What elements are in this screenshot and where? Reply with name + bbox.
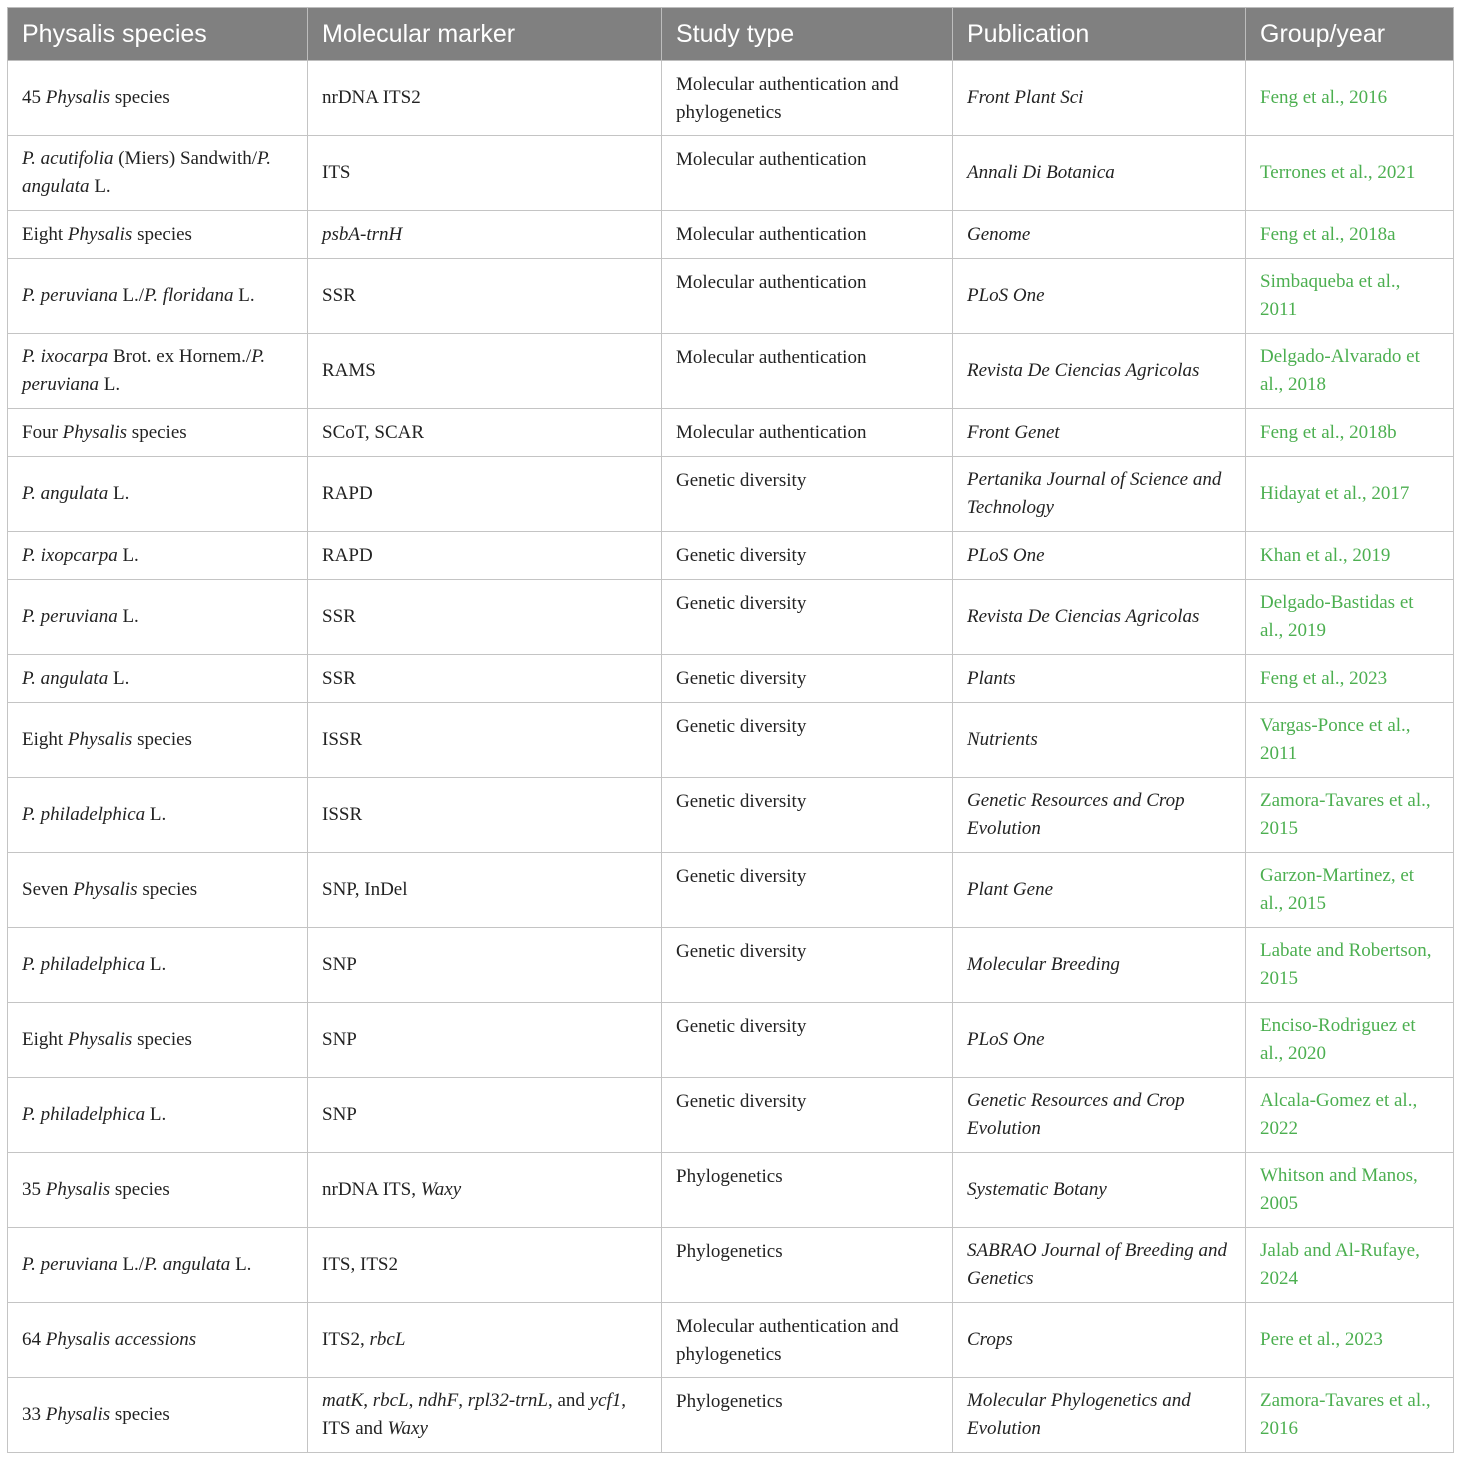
table-row xyxy=(8,136,1454,211)
species-cell-text: P. ixopcarpa xyxy=(22,544,118,566)
reference-link[interactable]: Labate and Robertson, 2015 xyxy=(1246,928,1454,1003)
study-type-cell: Molecular authentication xyxy=(662,259,953,334)
species-cell-text: Four xyxy=(22,421,63,443)
publication-cell: Genetic Resources and Crop Evolution xyxy=(953,1078,1246,1153)
species-cell xyxy=(8,1303,308,1378)
study-type-cell: Genetic diversity xyxy=(662,655,953,703)
marker-cell xyxy=(308,1003,662,1078)
species-cell-text: Physalis xyxy=(45,87,111,108)
study-type-cell: Genetic diversity xyxy=(662,853,953,928)
reference-link[interactable]: Feng et al., 2016 xyxy=(1246,61,1454,136)
marker-cell xyxy=(308,259,662,334)
marker-cell xyxy=(308,1378,662,1453)
species-cell-text: P. angulata xyxy=(22,148,271,197)
marker-cell xyxy=(308,1153,662,1228)
marker-cell-text: psbA-trnH xyxy=(322,223,403,245)
study-type-cell: Molecular authentication and phylogenetics xyxy=(662,61,953,136)
marker-cell-text: RAMS xyxy=(322,360,376,381)
publication-cell: Pertanika Journal of Science and Technology xyxy=(953,457,1246,532)
marker-cell-text: , and xyxy=(547,1390,590,1411)
marker-cell xyxy=(308,928,662,1003)
table-row xyxy=(8,853,1454,928)
marker-cell-text: SNP, InDel xyxy=(322,879,408,900)
species-cell xyxy=(8,457,308,532)
table-row xyxy=(8,655,1454,703)
marker-cell xyxy=(308,211,662,259)
marker-cell-text: , xyxy=(363,1390,373,1411)
species-cell xyxy=(8,532,308,580)
publication-cell: PLoS One xyxy=(953,259,1246,334)
publication-cell: Molecular Breeding xyxy=(953,928,1246,1003)
study-type-cell: Molecular authentication and phylogenetics xyxy=(662,1303,953,1378)
species-cell-text: L. xyxy=(89,176,111,197)
species-cell-text: L. xyxy=(145,1104,167,1125)
species-cell-text: Physalis xyxy=(45,1179,111,1200)
species-cell-text: L. xyxy=(99,374,121,395)
marker-cell-text: nrDNA ITS, xyxy=(322,1179,421,1200)
reference-link[interactable]: Zamora-Tavares et al., 2015 xyxy=(1246,778,1454,853)
species-cell-text: species xyxy=(127,421,187,443)
species-cell-text: P. peruviana xyxy=(22,606,118,627)
marker-cell-text: Waxy xyxy=(387,1418,428,1439)
species-cell-text: P. peruviana xyxy=(22,1254,118,1275)
species-cell-text: (Miers) Sandwith/ xyxy=(113,148,258,169)
marker-cell xyxy=(308,853,662,928)
marker-cell xyxy=(308,580,662,655)
marker-cell-text: rpl32-trnL xyxy=(467,1390,548,1411)
publication-cell: Plant Gene xyxy=(953,853,1246,928)
table-row xyxy=(8,1228,1454,1303)
species-cell-text: species xyxy=(132,1029,192,1050)
marker-cell-text: , ITS and xyxy=(322,1390,627,1439)
species-cell xyxy=(8,1078,308,1153)
species-cell-text: 45 xyxy=(22,87,46,108)
species-cell-text: Physalis xyxy=(45,1404,111,1425)
table-row xyxy=(8,1378,1454,1453)
species-cell xyxy=(8,334,308,409)
species-cell-text: Seven xyxy=(22,879,74,900)
reference-link[interactable]: Alcala-Gomez et al., 2022 xyxy=(1246,1078,1454,1153)
species-cell xyxy=(8,1153,308,1228)
species-cell xyxy=(8,1378,308,1453)
species-cell-text: species xyxy=(132,729,192,750)
table-row xyxy=(8,1153,1454,1228)
study-type-cell: Molecular authentication xyxy=(662,136,953,211)
species-cell-text: L. xyxy=(108,667,130,689)
reference-link[interactable]: Delgado-Bastidas et al., 2019 xyxy=(1246,580,1454,655)
species-cell xyxy=(8,1003,308,1078)
publication-cell: Genome xyxy=(953,211,1246,259)
species-cell xyxy=(8,409,308,457)
study-type-cell: Phylogenetics xyxy=(662,1228,953,1303)
species-cell-text: Physalis xyxy=(62,421,128,443)
species-cell-text: L. xyxy=(117,606,139,627)
marker-cell-text: ITS xyxy=(322,162,351,183)
study-type-cell: Genetic diversity xyxy=(662,532,953,580)
marker-cell-text: rbcL xyxy=(372,1390,409,1411)
marker-cell-text: RAPD xyxy=(322,544,373,566)
study-type-cell: Molecular authentication xyxy=(662,334,953,409)
marker-cell xyxy=(308,532,662,580)
species-cell xyxy=(8,580,308,655)
marker-cell xyxy=(308,136,662,211)
species-cell-text: Eight xyxy=(22,729,68,750)
species-cell xyxy=(8,655,308,703)
marker-cell-text: Waxy xyxy=(420,1179,462,1200)
table-row xyxy=(8,334,1454,409)
publication-cell: Crops xyxy=(953,1303,1246,1378)
species-cell xyxy=(8,61,308,136)
header-group-year: Group/year xyxy=(1246,8,1454,61)
study-type-cell: Genetic diversity xyxy=(662,1078,953,1153)
table-row xyxy=(8,928,1454,1003)
marker-cell-text: , xyxy=(458,1390,468,1411)
publication-cell: Front Genet xyxy=(953,409,1246,457)
species-cell-text: 33 xyxy=(22,1404,46,1425)
study-type-cell: Genetic diversity xyxy=(662,1003,953,1078)
marker-cell xyxy=(308,334,662,409)
table-row xyxy=(8,259,1454,334)
publication-cell: Revista De Ciencias Agricolas xyxy=(953,334,1246,409)
marker-cell-text: SNP xyxy=(322,1029,357,1050)
species-cell-text: L. xyxy=(145,804,167,825)
species-cell-text: Physalis xyxy=(73,879,138,900)
species-cell xyxy=(8,211,308,259)
marker-cell-text: ndhF xyxy=(418,1390,459,1411)
species-cell xyxy=(8,259,308,334)
table-row xyxy=(8,409,1454,457)
study-type-cell: Genetic diversity xyxy=(662,778,953,853)
species-cell-text: P. peruviana xyxy=(22,285,118,306)
table-row xyxy=(8,1003,1454,1078)
species-cell-text: P. philadelphica xyxy=(22,954,146,975)
publication-cell: Annali Di Botanica xyxy=(953,136,1246,211)
header-row xyxy=(8,8,1454,61)
marker-cell-text: SNP xyxy=(322,1104,357,1125)
marker-cell xyxy=(308,1303,662,1378)
reference-link[interactable]: Delgado-Alvarado et al., 2018 xyxy=(1246,334,1454,409)
marker-cell-text: SNP xyxy=(322,954,357,975)
table-row xyxy=(8,778,1454,853)
header-study-type: Study type xyxy=(662,8,953,61)
marker-cell-text: nrDNA ITS2 xyxy=(322,87,421,108)
marker-cell xyxy=(308,655,662,703)
study-type-cell: Molecular authentication xyxy=(662,409,953,457)
marker-cell-text: RAPD xyxy=(322,483,373,504)
species-cell xyxy=(8,778,308,853)
species-cell-text: P. angulata xyxy=(22,667,109,689)
publication-cell: Revista De Ciencias Agricolas xyxy=(953,580,1246,655)
marker-cell-text: ycf1 xyxy=(589,1390,622,1411)
publication-cell: Systematic Botany xyxy=(953,1153,1246,1228)
marker-cell-text: , xyxy=(408,1390,419,1411)
species-cell-text: P. ixocarpa xyxy=(22,346,109,367)
study-type-cell: Genetic diversity xyxy=(662,580,953,655)
marker-cell xyxy=(308,61,662,136)
species-cell-text: Brot. ex Hornem./ xyxy=(108,346,252,367)
marker-cell-text: rbcL xyxy=(369,1329,406,1350)
table-row xyxy=(8,457,1454,532)
species-cell-text: L. xyxy=(117,544,139,566)
study-type-cell: Phylogenetics xyxy=(662,1378,953,1453)
reference-link[interactable]: Khan et al., 2019 xyxy=(1246,532,1454,580)
reference-link[interactable]: Vargas-Ponce et al., 2011 xyxy=(1246,703,1454,778)
publication-cell: PLoS One xyxy=(953,1003,1246,1078)
publication-cell: Nutrients xyxy=(953,703,1246,778)
table-row xyxy=(8,61,1454,136)
marker-cell xyxy=(308,457,662,532)
species-cell-text: species xyxy=(110,87,170,108)
reference-link[interactable]: Simbaqueba et al., 2011 xyxy=(1246,259,1454,334)
species-cell-text: species xyxy=(110,1404,170,1425)
species-cell-text: Eight xyxy=(22,1029,68,1050)
species-cell-text: L./ xyxy=(117,285,145,306)
reference-link[interactable]: Zamora-Tavares et al., 2016 xyxy=(1246,1378,1454,1453)
physalis-marker-table xyxy=(7,7,1454,1453)
reference-link[interactable]: Feng et al., 2018a xyxy=(1246,211,1454,259)
reference-link[interactable]: Hidayat et al., 2017 xyxy=(1246,457,1454,532)
publication-cell: Molecular Phylogenetics and Evolution xyxy=(953,1378,1246,1453)
marker-cell-text: SCoT, SCAR xyxy=(322,421,425,443)
species-cell-text: P. acutifolia xyxy=(22,148,114,169)
species-cell-text: 64 xyxy=(22,1329,46,1350)
publication-cell: Genetic Resources and Crop Evolution xyxy=(953,778,1246,853)
species-cell-text: 35 xyxy=(22,1179,46,1200)
marker-cell xyxy=(308,409,662,457)
species-cell-text: P. angulata xyxy=(144,1254,231,1275)
reference-link[interactable]: Terrones et al., 2021 xyxy=(1246,136,1454,211)
study-type-cell: Molecular authentication xyxy=(662,211,953,259)
header-publication: Publication xyxy=(953,8,1246,61)
species-cell-text: Physalis xyxy=(67,223,133,245)
reference-link[interactable]: Whitson and Manos, 2005 xyxy=(1246,1153,1454,1228)
reference-link[interactable]: Enciso-Rodriguez et al., 2020 xyxy=(1246,1003,1454,1078)
table-row xyxy=(8,532,1454,580)
marker-cell-text: matK xyxy=(322,1390,364,1411)
species-cell xyxy=(8,853,308,928)
header-molecular-marker: Molecular marker xyxy=(308,8,662,61)
marker-cell xyxy=(308,778,662,853)
table-row xyxy=(8,1078,1454,1153)
species-cell-text: species xyxy=(110,1179,170,1200)
species-cell-text: P. peruviana xyxy=(22,346,266,395)
marker-cell xyxy=(308,1228,662,1303)
study-type-cell: Genetic diversity xyxy=(662,703,953,778)
species-cell-text: P. floridana xyxy=(144,285,234,306)
table-body xyxy=(8,61,1454,1453)
header-physalis-species: Physalis species xyxy=(8,8,308,61)
marker-cell-text: ISSR xyxy=(322,729,363,750)
marker-cell-text: SSR xyxy=(322,606,356,627)
publication-cell: PLoS One xyxy=(953,532,1246,580)
study-type-cell: Genetic diversity xyxy=(662,457,953,532)
species-cell-text: L. xyxy=(145,954,167,975)
species-cell-text: Eight xyxy=(22,223,68,245)
species-cell-text: Physalis xyxy=(67,729,133,750)
table-row xyxy=(8,703,1454,778)
marker-cell-text: ITS2, xyxy=(322,1329,370,1350)
reference-link[interactable]: Pere et al., 2023 xyxy=(1246,1303,1454,1378)
species-cell-text: species xyxy=(137,879,198,900)
publication-cell: Front Plant Sci xyxy=(953,61,1246,136)
species-cell-text: P. angulata xyxy=(22,483,109,504)
species-cell-text: P. philadelphica xyxy=(22,1104,146,1125)
table-row xyxy=(8,580,1454,655)
reference-link[interactable]: Garzon-Martinez, et al., 2015 xyxy=(1246,853,1454,928)
species-cell-text: L. xyxy=(108,483,130,504)
table-row xyxy=(8,211,1454,259)
reference-link[interactable]: Feng et al., 2023 xyxy=(1246,655,1454,703)
species-cell-text: P. philadelphica xyxy=(22,804,146,825)
species-cell-text: Physalis accessions xyxy=(45,1329,197,1350)
marker-cell xyxy=(308,703,662,778)
species-cell-text: L. xyxy=(230,1254,252,1275)
marker-cell xyxy=(308,1078,662,1153)
species-cell-text: Physalis xyxy=(67,1029,133,1050)
species-cell-text: L. xyxy=(233,285,255,306)
marker-cell-text: SSR xyxy=(322,667,356,689)
species-cell-text: L./ xyxy=(117,1254,145,1275)
table-row xyxy=(8,1303,1454,1378)
species-cell xyxy=(8,703,308,778)
species-cell xyxy=(8,928,308,1003)
marker-cell-text: SSR xyxy=(322,285,356,306)
publication-cell: SABRAO Journal of Breeding and Genetics xyxy=(953,1228,1246,1303)
species-cell xyxy=(8,136,308,211)
species-cell-text: species xyxy=(132,223,192,245)
species-cell xyxy=(8,1228,308,1303)
study-type-cell: Genetic diversity xyxy=(662,928,953,1003)
study-type-cell: Phylogenetics xyxy=(662,1153,953,1228)
marker-cell-text: ISSR xyxy=(322,804,363,825)
marker-cell-text: ITS, ITS2 xyxy=(322,1254,398,1275)
reference-link[interactable]: Feng et al., 2018b xyxy=(1246,409,1454,457)
reference-link[interactable]: Jalab and Al-Rufaye, 2024 xyxy=(1246,1228,1454,1303)
publication-cell: Plants xyxy=(953,655,1246,703)
